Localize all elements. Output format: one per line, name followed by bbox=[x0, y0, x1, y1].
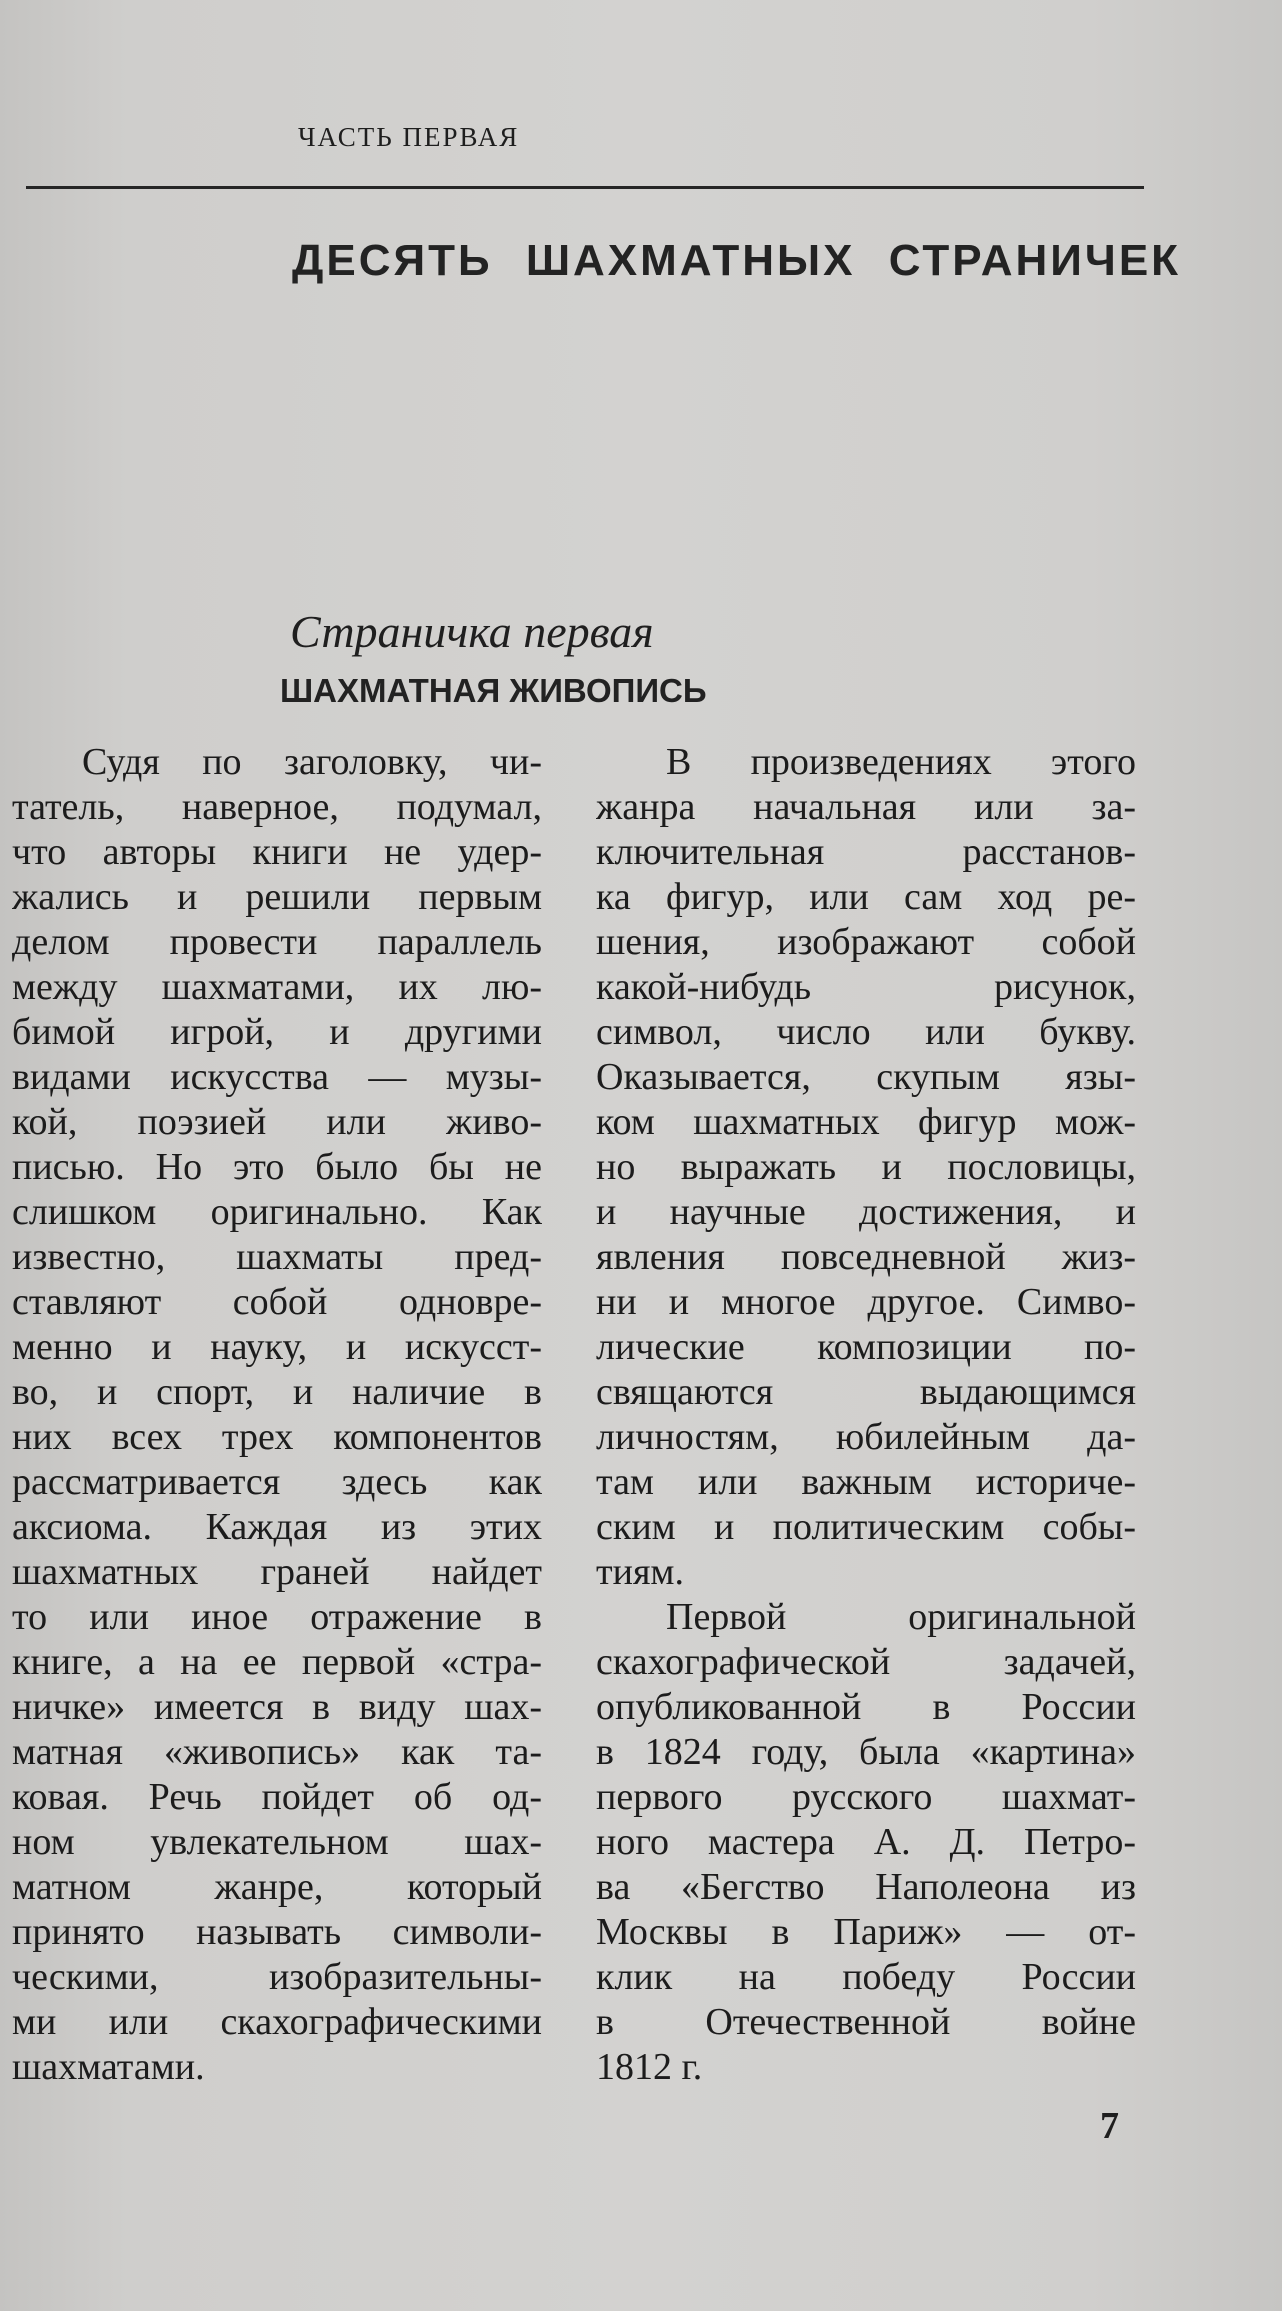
text-line: известно, шахматы пред- bbox=[12, 1236, 542, 1278]
text-line: ни и многое другое. Симво- bbox=[596, 1281, 1136, 1323]
text-line: что авторы книги не удер- bbox=[12, 831, 542, 873]
text-line: аксиома. Каждая из этих bbox=[12, 1506, 542, 1548]
text-line: клик на победу России bbox=[596, 1956, 1136, 1998]
text-line: ческими, изобразительны- bbox=[12, 1956, 542, 1998]
text-line: матном жанре, который bbox=[12, 1866, 542, 1908]
text-line: шахматами. bbox=[12, 2046, 205, 2088]
text-line: ном увлекательном шах- bbox=[12, 1821, 542, 1863]
right-column bbox=[596, 740, 1136, 2090]
text-line: в 1824 году, была «картина» bbox=[596, 1731, 1136, 1773]
text-line: В произведениях этого bbox=[666, 741, 1136, 783]
text-line: но выражать и пословицы, bbox=[596, 1146, 1136, 1188]
text-line: между шахматами, их лю- bbox=[12, 966, 542, 1008]
text-line: жанра начальная или за- bbox=[596, 786, 1136, 828]
text-line: Оказывается, скупым язы- bbox=[596, 1056, 1136, 1098]
text-line: ничке» имеется в виду шах- bbox=[12, 1686, 542, 1728]
text-line: принято называть символи- bbox=[12, 1911, 542, 1953]
text-line: в Отечественной войне bbox=[596, 2001, 1136, 2043]
text-line: первого русского шахмат- bbox=[596, 1776, 1136, 1818]
text-line: ми или скахографическими bbox=[12, 2001, 542, 2043]
text-line: книге, а на ее первой «стра- bbox=[12, 1641, 542, 1683]
text-line: шения, изображают собой bbox=[596, 921, 1136, 963]
text-line: скахографической задачей, bbox=[596, 1641, 1136, 1683]
text-line: кой, поэзией или живо- bbox=[12, 1101, 542, 1143]
page-number: 7 bbox=[1100, 2105, 1119, 2147]
text-line: явления повседневной жиз- bbox=[596, 1236, 1136, 1278]
text-line: то или иное отражение в bbox=[12, 1596, 542, 1638]
text-line: жались и решили первым bbox=[12, 876, 542, 918]
text-line: татель, наверное, подумал, bbox=[12, 786, 542, 828]
text-line: какой-нибудь рисунок, bbox=[596, 966, 1136, 1008]
text-line: ковая. Речь пойдет об од- bbox=[12, 1776, 542, 1818]
text-line: Судя по заголовку, чи- bbox=[82, 741, 542, 783]
text-line: ного мастера А. Д. Петро- bbox=[596, 1821, 1136, 1863]
left-column bbox=[12, 740, 542, 2090]
text-line: личностям, юбилейным да- bbox=[596, 1416, 1136, 1458]
text-line: символ, число или букву. bbox=[596, 1011, 1136, 1053]
text-line: ва «Бегство Наполеона из bbox=[596, 1866, 1136, 1908]
text-line: ставляют собой одновре- bbox=[12, 1281, 542, 1323]
text-line: Москвы в Париж» — от- bbox=[596, 1911, 1136, 1953]
text-line: них всех трех компонентов bbox=[12, 1416, 542, 1458]
text-line: свящаются выдающимся bbox=[596, 1371, 1136, 1413]
header-rule bbox=[26, 186, 1144, 189]
text-line: менно и науку, и искусст- bbox=[12, 1326, 542, 1368]
text-line: там или важным историче- bbox=[596, 1461, 1136, 1503]
text-line: шахматных граней найдет bbox=[12, 1551, 542, 1593]
text-line: матная «живопись» как та- bbox=[12, 1731, 542, 1773]
text-line: 1812 г. bbox=[596, 2046, 703, 2088]
text-line: ка фигур, или сам ход ре- bbox=[596, 876, 1136, 918]
text-line: рассматривается здесь как bbox=[12, 1461, 542, 1503]
text-line: лические композиции по- bbox=[596, 1326, 1136, 1368]
chapter-subtitle: Страничка первая bbox=[290, 606, 654, 657]
part-title: ДЕСЯТЬ ШАХМАТНЫХ СТРАНИЧЕК bbox=[292, 236, 1182, 285]
text-line: видами искусства — музы- bbox=[12, 1056, 542, 1098]
text-line: ским и политическим собы- bbox=[596, 1506, 1136, 1548]
text-line: во, и спорт, и наличие в bbox=[12, 1371, 542, 1413]
text-line: опубликованной в России bbox=[596, 1686, 1136, 1728]
text-line: слишком оригинально. Как bbox=[12, 1191, 542, 1233]
text-line: и научные достижения, и bbox=[596, 1191, 1136, 1233]
text-line: ключительная расстанов- bbox=[596, 831, 1136, 873]
text-line: делом провести параллель bbox=[12, 921, 542, 963]
text-line: ком шахматных фигур мож- bbox=[596, 1101, 1136, 1143]
text-line: Первой оригинальной bbox=[666, 1596, 1136, 1638]
text-line: бимой игрой, и другими bbox=[12, 1011, 542, 1053]
text-line: тиям. bbox=[596, 1551, 684, 1593]
text-line: писью. Но это было бы не bbox=[12, 1146, 542, 1188]
running-head: ЧАСТЬ ПЕРВАЯ bbox=[298, 122, 520, 152]
chapter-title: ШАХМАТНАЯ ЖИВОПИСЬ bbox=[280, 672, 707, 709]
